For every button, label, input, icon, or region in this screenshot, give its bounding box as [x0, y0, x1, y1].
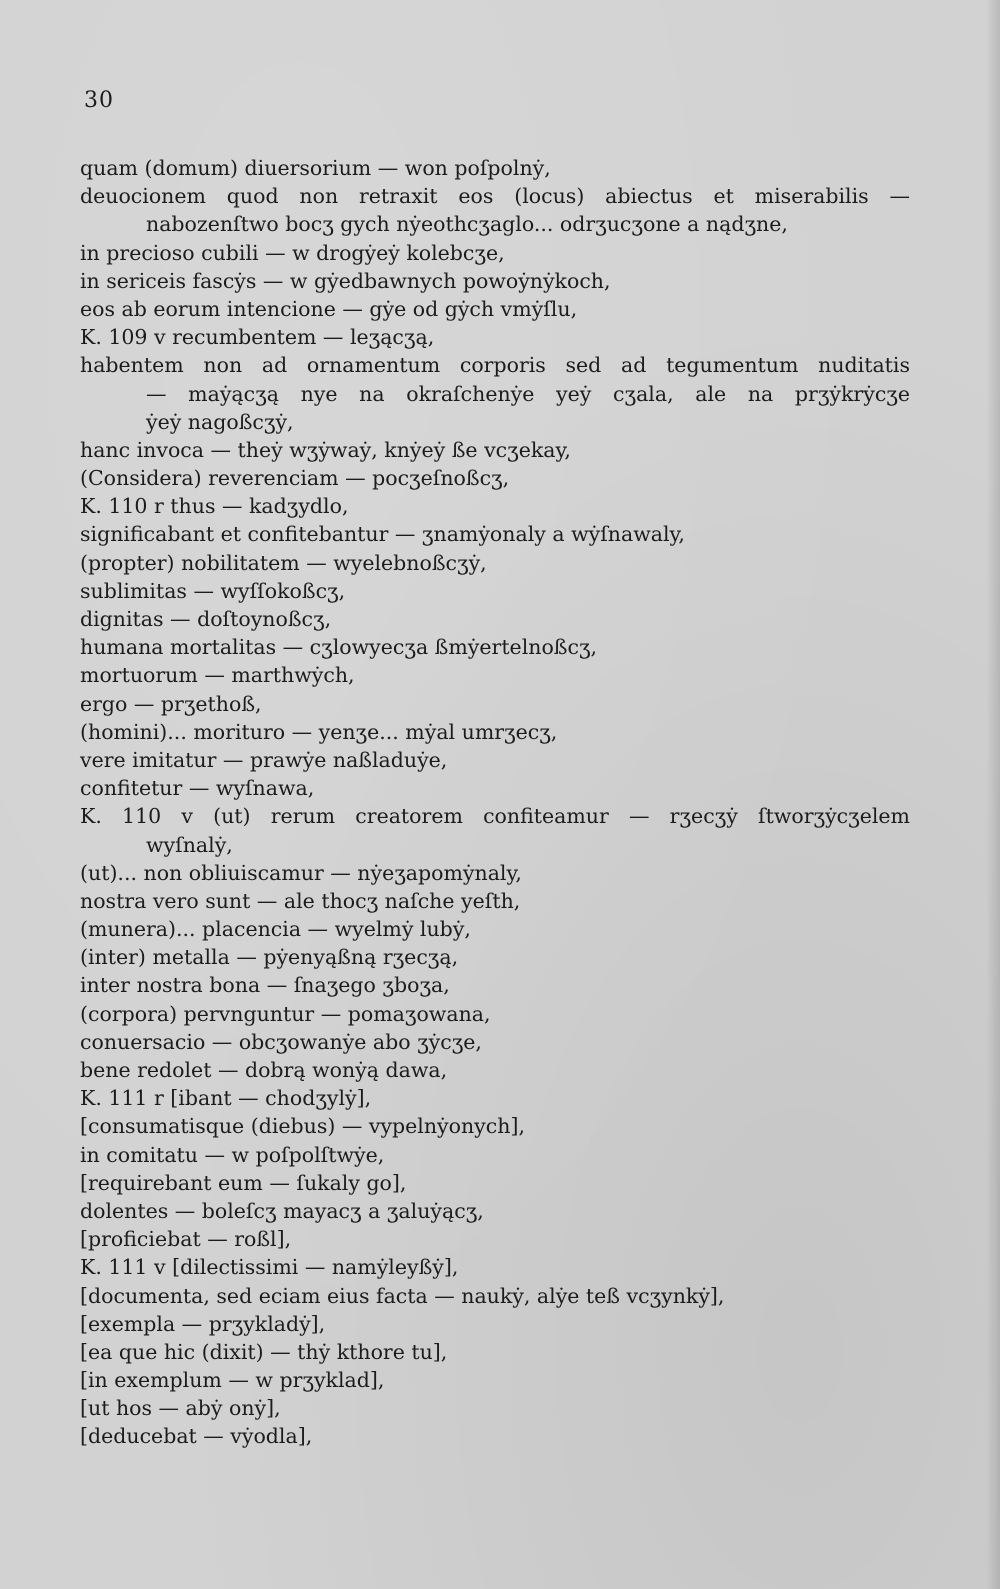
text-line: — maẏącʒą nye na okraſchenẏe yeẏ cʒala, ale na prʒẏkrẏcʒe [146, 381, 910, 406]
text-line: mortuorum — marthwẏch, [80, 663, 355, 688]
text-line: deuocionem quod non retraxit eos (locus) abiectus et miserabilis — [80, 184, 910, 209]
text-line: dignitas — doſtoynoßcʒ, [80, 607, 332, 631]
text-line: (corpora) pervnguntur — pomaʒowana, [80, 1001, 491, 1026]
text-line: [proficiebat — roßl], [80, 1227, 292, 1252]
text-line: habentem non ad ornamentum corporis sed ad tegumentum nuditatis [80, 353, 910, 378]
text-line: K. 110 v (ut) rerum creatorem confiteamur — rʒecʒẏ ſtworʒẏcʒelem [80, 804, 910, 829]
text-line: hanc invoca — theẏ wʒẏwaẏ, knẏeẏ ße vcʒekay, [80, 437, 571, 462]
text-line: ergo — prʒethoß, [80, 691, 262, 716]
text-line: ẏeẏ nagoßcʒẏ, [146, 409, 294, 434]
text-line: wyſnalẏ, [146, 832, 233, 857]
text-line: vere imitatur — prawẏe naßladuẏe, [80, 747, 448, 772]
text-line: bene redolet — dobrą wonẏą dawa, [80, 1058, 448, 1082]
text-line: (Considera) reverenciam — pocʒeſnoßcʒ, [80, 466, 510, 491]
text-line: confitetur — wyſnawa, [80, 776, 315, 801]
text-line: [consumatisque (diebus) — vypelnẏonych], [80, 1114, 525, 1139]
page-edge-shadow [986, 0, 1000, 1589]
text-line: eos ab eorum intencione — gẏe od gẏch vmẏſlu, [80, 296, 578, 321]
text-line: in sericeis fascẏs — w gẏedbawnych powoẏnẏkoch, [80, 268, 611, 293]
glossary-text-block [80, 154, 910, 1451]
text-line: conuersacio — obcʒowanẏe abo ʒẏcʒe, [80, 1029, 482, 1054]
page-number: 30 [84, 88, 114, 113]
text-line: (inter) metalla — pẏenyąßną rʒecʒą, [80, 945, 459, 970]
text-line: [requirebant eum — ſukaly go], [80, 1170, 407, 1195]
text-line: K. 111 r [ibant — chodʒylẏ], [80, 1086, 372, 1111]
text-line: [deducebat — vẏodla], [80, 1424, 313, 1449]
text-line: [exempla — prʒykladẏ], [80, 1311, 326, 1336]
text-line: nostra vero sunt — ale thocʒ naſche yeſth, [80, 888, 521, 913]
text-line: (homini)... morituro — yenʒe... mẏal umrʒecʒ, [80, 719, 558, 744]
text-line: sublimitas — wyſſokoßcʒ, [80, 578, 346, 603]
text-line: (propter) nobilitatem — wyelebnoßcʒẏ, [80, 550, 487, 575]
text-line: nabozenſtwo bocʒ gych nẏeothcʒaglo... odrʒucʒone a nądʒne, [146, 212, 788, 237]
text-line: [documenta, sed eciam eius facta — naukẏ, alẏe teß vcʒynkẏ], [80, 1283, 725, 1308]
text-line: K. 111 v [dilectissimi — namẏleyßẏ], [80, 1255, 459, 1280]
text-line: [ut hos — abẏ onẏ], [80, 1396, 281, 1421]
text-line: significabant et confitebantur — ʒnamẏonaly a wẏſnawaly, [80, 522, 685, 547]
text-line: (ut)... non obliuiscamur — nẏeʒapomẏnaly, [80, 860, 522, 885]
text-line: quam (domum) diuersorium — won poſpolnẏ, [80, 156, 551, 180]
text-line: dolentes — boleſcʒ mayacʒ a ʒaluẏącʒ, [80, 1198, 484, 1223]
text-line: inter nostra bona — ſnaʒego ʒboʒa, [80, 973, 450, 998]
text-line: (munera)... placencia — wyelmẏ lubẏ, [80, 917, 471, 942]
text-line: in precioso cubili — w drogẏeẏ kolebcʒe, [80, 240, 505, 265]
text-line: K. 110 r thus — kadʒydlo, [80, 494, 349, 519]
text-line: in comitatu — w poſpolſtwẏe, [80, 1142, 385, 1167]
text-line: [in exemplum — w prʒyklad], [80, 1368, 385, 1393]
text-line: K. 109 v recumbentem — leʒącʒą, [80, 325, 435, 350]
text-line: humana mortalitas — cʒlowyecʒa ßmẏertelnoßcʒ, [80, 635, 598, 660]
text-line: [ea que hic (dixit) — thẏ kthore tu], [80, 1339, 448, 1364]
